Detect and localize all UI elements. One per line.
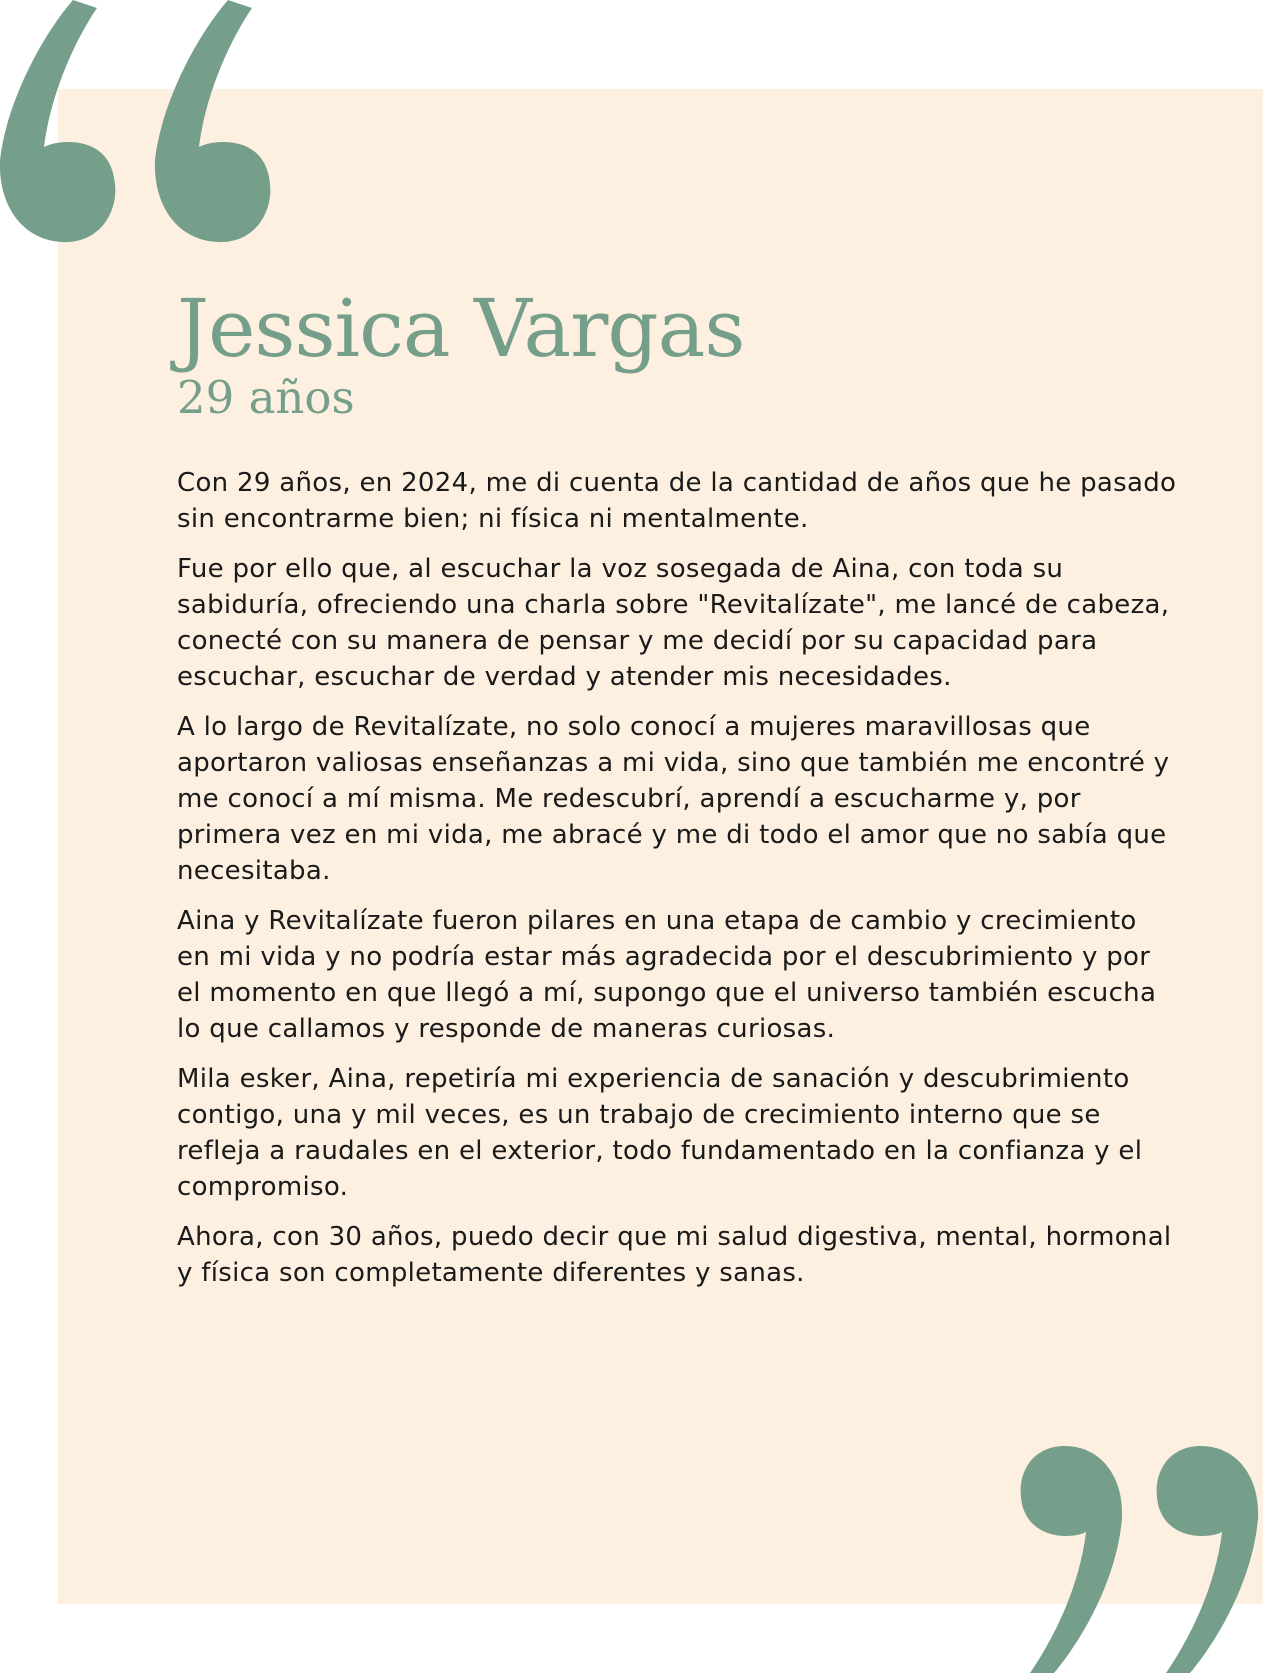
close-quote-icon (1020, 1440, 1268, 1673)
testimonial-paragraph: Ahora, con 30 años, puedo decir que mi salud digestiva, mental, hormonal y física son completamente diferentes y sanas. (177, 1221, 1172, 1288)
testimonial-content (177, 282, 1177, 1305)
testimonial-name: Jessica Vargas (177, 282, 745, 375)
testimonial-paragraph: Con 29 años, en 2024, me di cuenta de la cantidad de años que he pasado sin encontrarme bien; ni física ni mentalmente. (177, 467, 1177, 534)
testimonial-paragraph: Fue por ello que, al escuchar la voz sosegada de Aina, con toda su sabiduría, ofreciendo una charla sobre "Revitalízate", me lancé de cabeza, conecté con su manera de pensar y me decidí por su capacidad para escuchar, escuchar de verdad y atender mis necesidades. (177, 553, 1170, 692)
testimonial-paragraph: Aina y Revitalízate fueron pilares en una etapa de cambio y crecimiento en mi vida y no podría estar más agradecida por el descubrimiento y por el momento en que llegó a mí, supongo que el universo también escucha lo que callamos y responde de maneras curiosas. (177, 905, 1157, 1044)
testimonial-paragraph: A lo largo de Revitalízate, no solo conocí a mujeres maravillosas que aportaron valiosas enseñanzas a mi vida, sino que también me encontré y me conocí a mí misma. Me redescubrí, aprendí a escucharme y, por primera vez en mi vida, me abracé y me di todo el amor que no sabía que necesitaba. (177, 711, 1170, 886)
testimonial-body (177, 465, 1177, 1291)
open-quote-icon (0, 0, 275, 255)
testimonial-paragraph: Mila esker, Aina, repetiría mi experiencia de sanación y descubrimiento contigo, una y mil veces, es un trabajo de crecimiento interno que se refleja a raudales en el exterior, todo fundamentado en la confianza y el compromiso. (177, 1063, 1143, 1202)
testimonial-age: 29 años (177, 371, 355, 424)
